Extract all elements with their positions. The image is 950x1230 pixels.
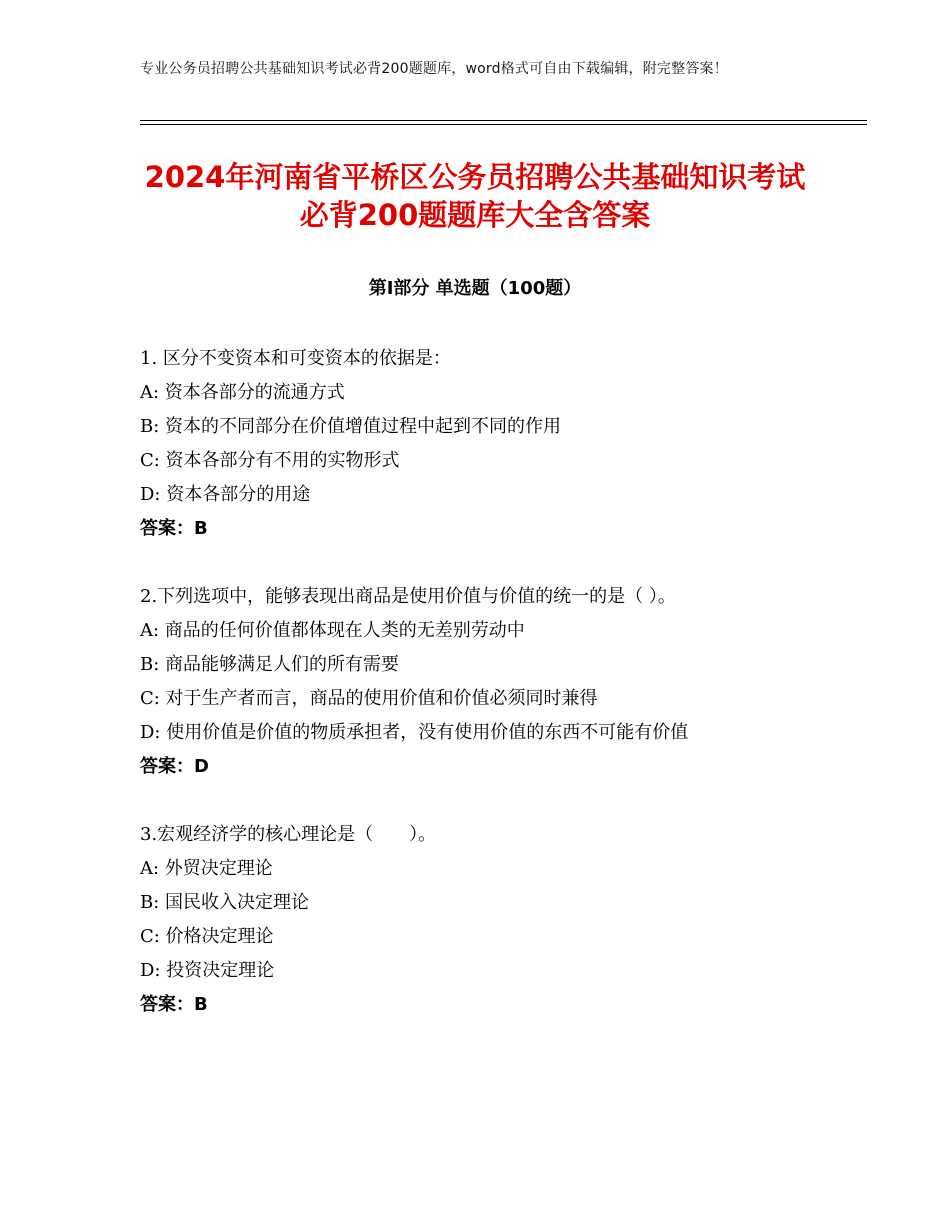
option-c: C: 对于生产者而言，商品的使用价值和价值必须同时兼得: [140, 688, 598, 709]
question-stem: 1. 区分不变资本和可变资本的依据是：: [140, 348, 451, 369]
option-c: C: 资本各部分有不用的实物形式: [140, 450, 400, 471]
question-list: [140, 342, 830, 1056]
answer-line: 答案：B: [140, 518, 208, 539]
answer-line: 答案：B: [140, 994, 208, 1015]
question-stem: 2.下列选项中，能够表现出商品是使用价值与价值的统一的是（ ）。: [140, 586, 676, 607]
header-note: 专业公务员招聘公共基础知识考试必背200题题库，word格式可自由下载编辑，附完整答案！: [140, 61, 728, 77]
option-d: D: 投资决定理论: [140, 960, 275, 981]
option-b: B: 商品能够满足人们的所有需要: [140, 654, 400, 675]
question-stem: 3.宏观经济学的核心理论是（ ）。: [140, 824, 437, 845]
header-divider: [140, 120, 867, 125]
option-a: A: 资本各部分的流通方式: [140, 382, 345, 403]
option-b: B: 国民收入决定理论: [140, 892, 310, 913]
option-d: D: 使用价值是价值的物质承担者，没有使用价值的东西不可能有价值: [140, 722, 689, 743]
option-c: C: 价格决定理论: [140, 926, 274, 947]
option-b: B: 资本的不同部分在价值增值过程中起到不同的作用: [140, 416, 562, 437]
option-a: A: 商品的任何价值都体现在人类的无差别劳动中: [140, 620, 525, 641]
document-title: 2024年河南省平桥区公务员招聘公共基础知识考试必背200题题库大全含答案: [144, 160, 806, 232]
question-2: [140, 580, 830, 784]
answer-line: 答案：D: [140, 756, 209, 777]
option-d: D: 资本各部分的用途: [140, 484, 311, 505]
option-a: A: 外贸决定理论: [140, 858, 273, 879]
question-1: [140, 342, 830, 546]
section-heading: 第Ⅰ部分 单选题（100题）: [368, 278, 582, 299]
question-3: [140, 818, 830, 1022]
